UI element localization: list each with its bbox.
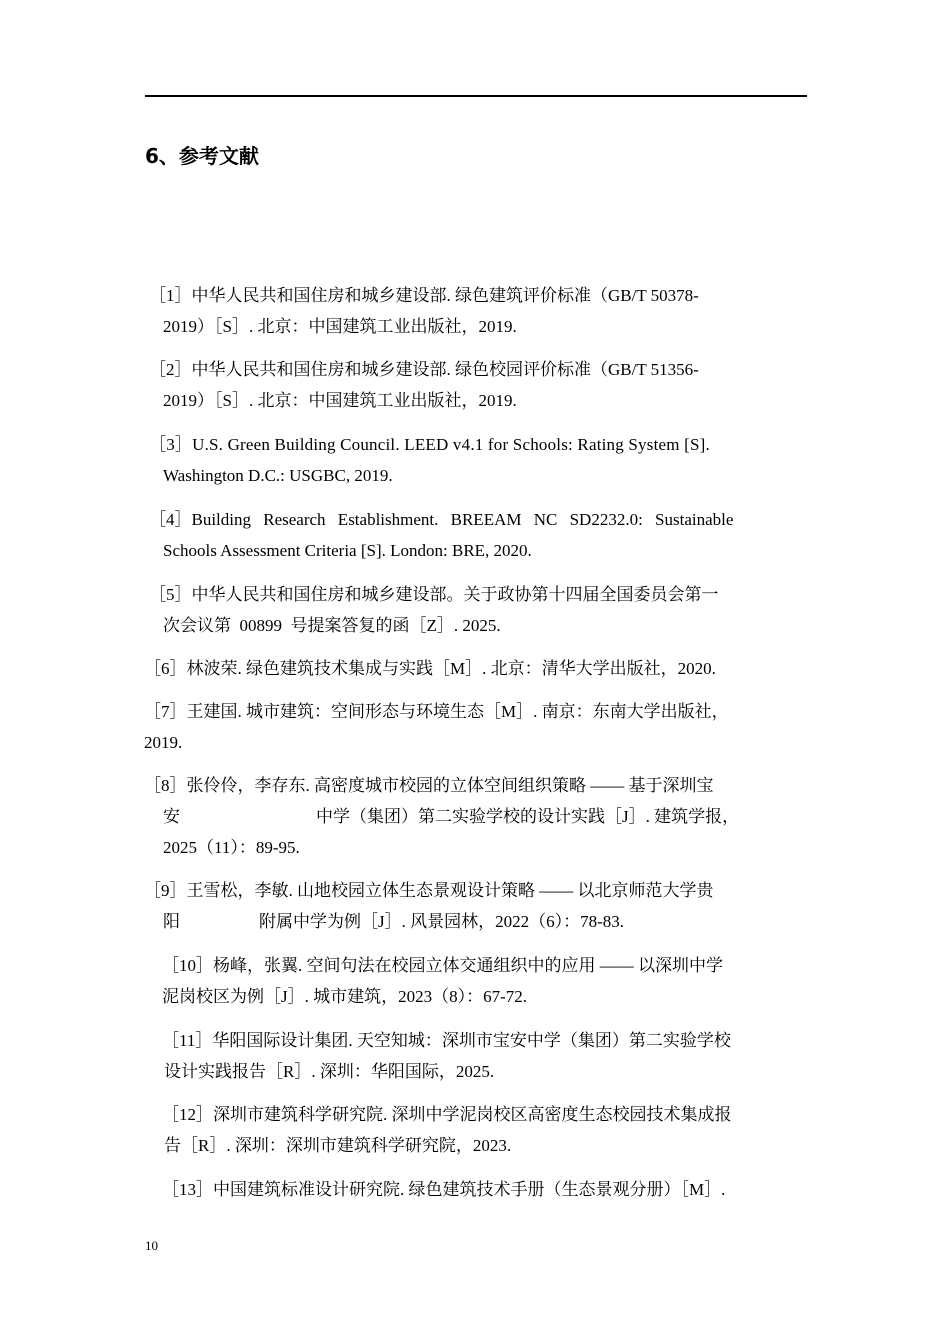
reference-line: 2019）［S］. 北京：中国建筑工业出版社，2019. xyxy=(163,391,517,410)
reference-line: ［8］张伶伶，李存东. 高密度城市校园的立体空间组织策略 —— 基于深圳宝 xyxy=(144,776,714,795)
reference-item xyxy=(163,950,806,1012)
reference-item xyxy=(149,504,806,566)
reference-line: ［11］华阳国际设计集团. 天空知城：深圳市宝安中学（集团）第二实验学校 xyxy=(162,1031,731,1050)
reference-line: 2019. xyxy=(144,733,183,752)
reference-line: ［13］中国建筑标准设计研究院. 绿色建筑技术手册（生态景观分册）［M］. xyxy=(162,1180,726,1199)
reference-line: 安 xyxy=(163,807,180,826)
reference-item xyxy=(149,429,806,491)
reference-line: ［3］U.S. Green Building Council. LEED v4.1 for Schools: Rating System [S]. xyxy=(149,435,710,454)
reference-line: ［1］中华人民共和国住房和城乡建设部. 绿色建筑评价标准（GB/T 50378- xyxy=(149,286,699,305)
reference-item xyxy=(163,1099,806,1161)
reference-line: 中学（集团）第二实验学校的设计实践［J］. 建筑学报， xyxy=(316,807,740,826)
header-rule xyxy=(145,95,807,97)
reference-item xyxy=(144,770,806,863)
reference-line: 设计实践报告［R］. 深圳：华阳国际，2025. xyxy=(164,1062,495,1081)
reference-line: 附属中学为例［J］. 风景园林，2022（6）：78-83. xyxy=(259,912,625,931)
reference-line: ［7］王建国. 城市建筑：空间形态与环境生态［M］. 南京：东南大学出版社， xyxy=(144,702,729,721)
reference-item xyxy=(144,696,818,758)
reference-line: Schools Assessment Criteria [S]. London: BRE, 2020. xyxy=(163,541,532,560)
reference-item xyxy=(149,280,806,342)
reference-item xyxy=(149,354,806,416)
reference-line: 泥岗校区为例［J］. 城市建筑，2023（8）：67-72. xyxy=(162,987,528,1006)
reference-item xyxy=(163,1025,806,1087)
reference-line: ［6］林波荣. 绿色建筑技术集成与实践［M］. 北京：清华大学出版社，2020. xyxy=(144,659,716,678)
reference-line: 2019）［S］. 北京：中国建筑工业出版社，2019. xyxy=(163,317,517,336)
reference-line: 阳 xyxy=(163,912,180,931)
reference-line: 2025（11）：89-95. xyxy=(163,838,300,857)
reference-line: 次会议第 00899 号提案答复的函［Z］. 2025. xyxy=(163,616,501,635)
reference-line: ［5］中华人民共和国住房和城乡建设部。关于政协第十四届全国委员会第一 xyxy=(149,585,719,604)
reference-line: ［12］深圳市建筑科学研究院. 深圳中学泥岗校区高密度生态校园技术集成报 xyxy=(162,1105,732,1124)
section-heading: 6、参考文献 xyxy=(145,144,259,168)
reference-line: ［2］中华人民共和国住房和城乡建设部. 绿色校园评价标准（GB/T 51356- xyxy=(149,360,699,379)
reference-line: Washington D.C.: USGBC, 2019. xyxy=(163,466,393,485)
reference-item xyxy=(163,1174,806,1205)
reference-item xyxy=(149,579,806,641)
reference-item xyxy=(144,653,806,684)
reference-line: ［10］杨峰，张翼. 空间句法在校园立体交通组织中的应用 —— 以深圳中学 xyxy=(162,956,723,975)
reference-line: 告［R］. 深圳：深圳市建筑科学研究院，2023. xyxy=(164,1136,512,1155)
reference-line: ［4］Building Research Establishment. BREEAM NC SD2232.0: Sustainable xyxy=(149,510,734,529)
page-number: 10 xyxy=(145,1238,158,1253)
reference-line: ［9］王雪松，李敏. 山地校园立体生态景观设计策略 —— 以北京师范大学贵 xyxy=(144,881,714,900)
reference-item xyxy=(144,875,806,937)
